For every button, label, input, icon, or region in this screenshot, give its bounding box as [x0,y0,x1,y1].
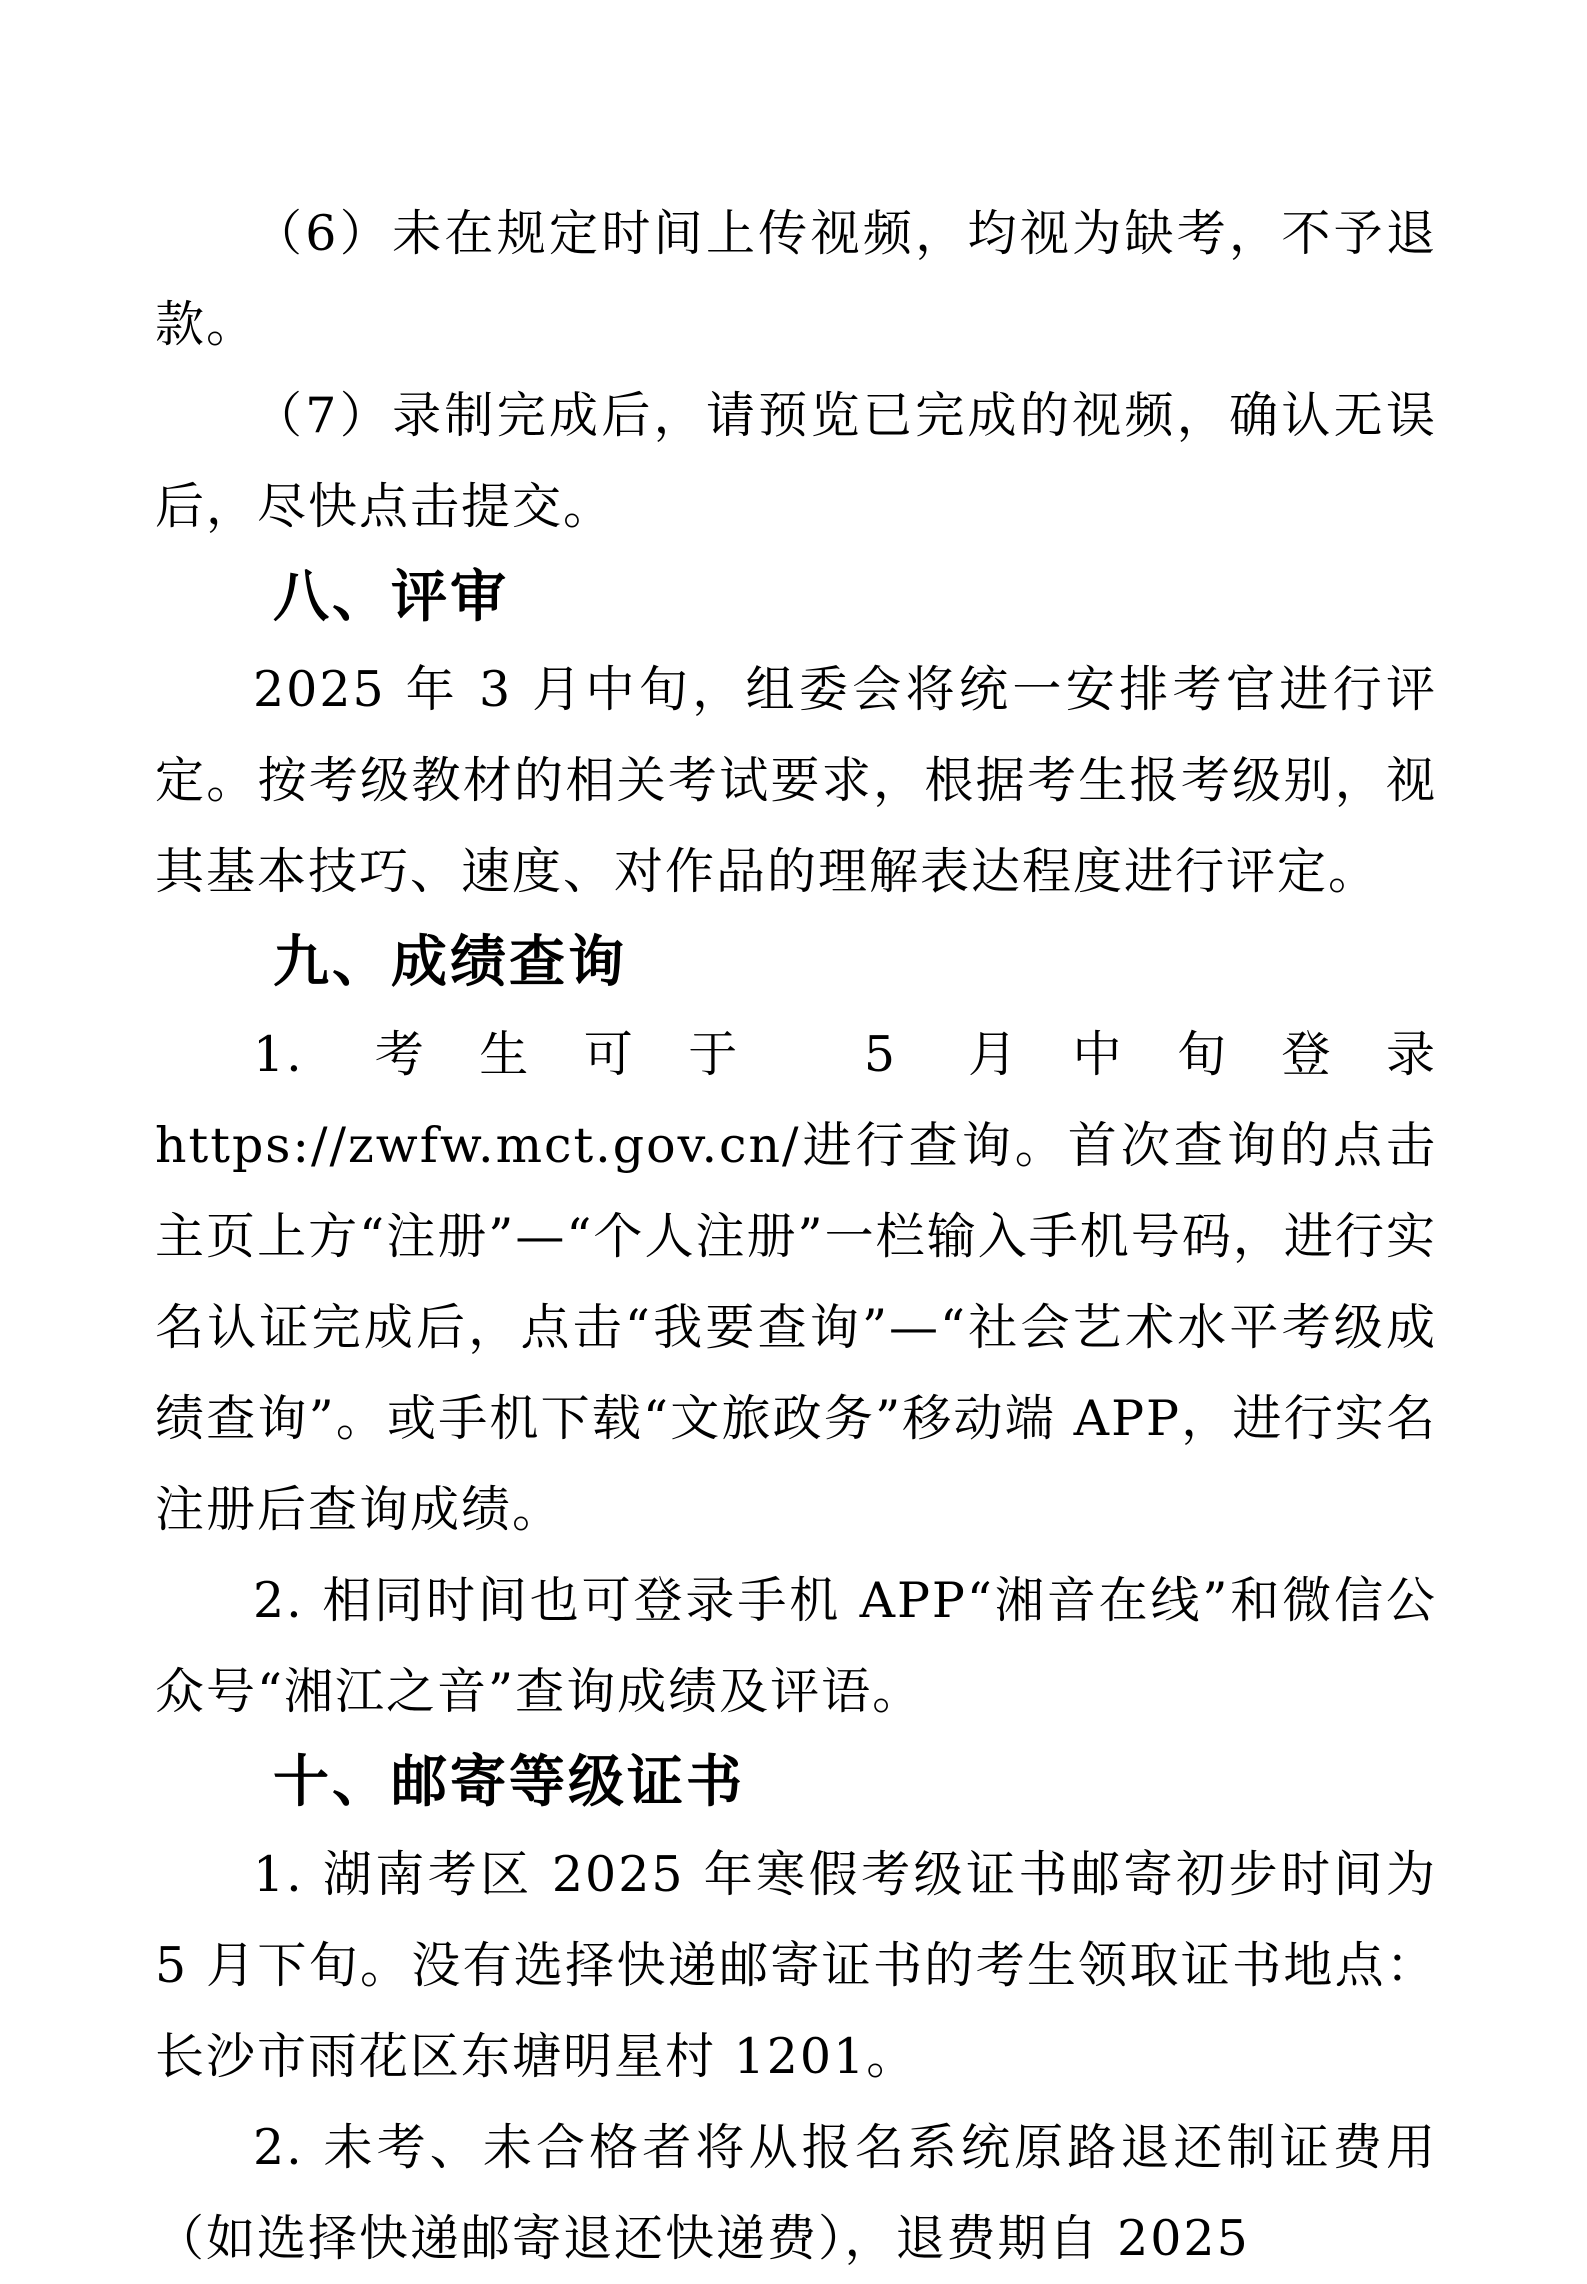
paragraph-review: 2025 年 3 月中旬，组委会将统一安排考官进行评定。按考级教材的相关考试要求，根据考生报考级别，视其基本技巧、速度、对作品的理解表达程度进行评定。 [155,661,1437,900]
paragraph-item-7: （7）录制完成后，请预览已完成的视频，确认无误后，尽快点击提交。 [155,387,1437,535]
paragraph-certificate-2: 2. 未考、未合格者将从报名系统原路退还制证费用（如选择快递邮寄退还快递费），退费期自 2025 [155,2119,1437,2267]
paragraph-item-6: （6）未在规定时间上传视频，均视为缺考，不予退款。 [155,205,1437,353]
paragraph-score-query-1: 1. 考生可于 5 月中旬登录 https://zwfw.mct.gov.cn/进行查询。首次查询的点击主页上方“注册”—“个人注册”一栏输入手机号码，进行实名认证完成后，点击“我要查询”—“社会艺术水平考级成绩查询”。或手机下载“文旅政务”移动端 APP，进行实名注册后查询成绩。 [155,1026,1437,1538]
section-heading-review: 八、评审 [273,565,509,630]
section-heading-score-query: 九、成绩查询 [273,930,627,995]
section-heading-certificate-mailing: 十、邮寄等级证书 [273,1750,745,1815]
paragraph-score-query-2: 2. 相同时间也可登录手机 APP“湘音在线”和微信公众号“湘江之音”查询成绩及评语。 [155,1572,1437,1720]
document-body [155,188,1437,2284]
paragraph-certificate-1: 1. 湖南考区 2025 年寒假考级证书邮寄初步时间为 5 月下旬。没有选择快递邮寄证书的考生领取证书地点：长沙市雨花区东塘明星村 1201。 [155,1846,1437,2085]
